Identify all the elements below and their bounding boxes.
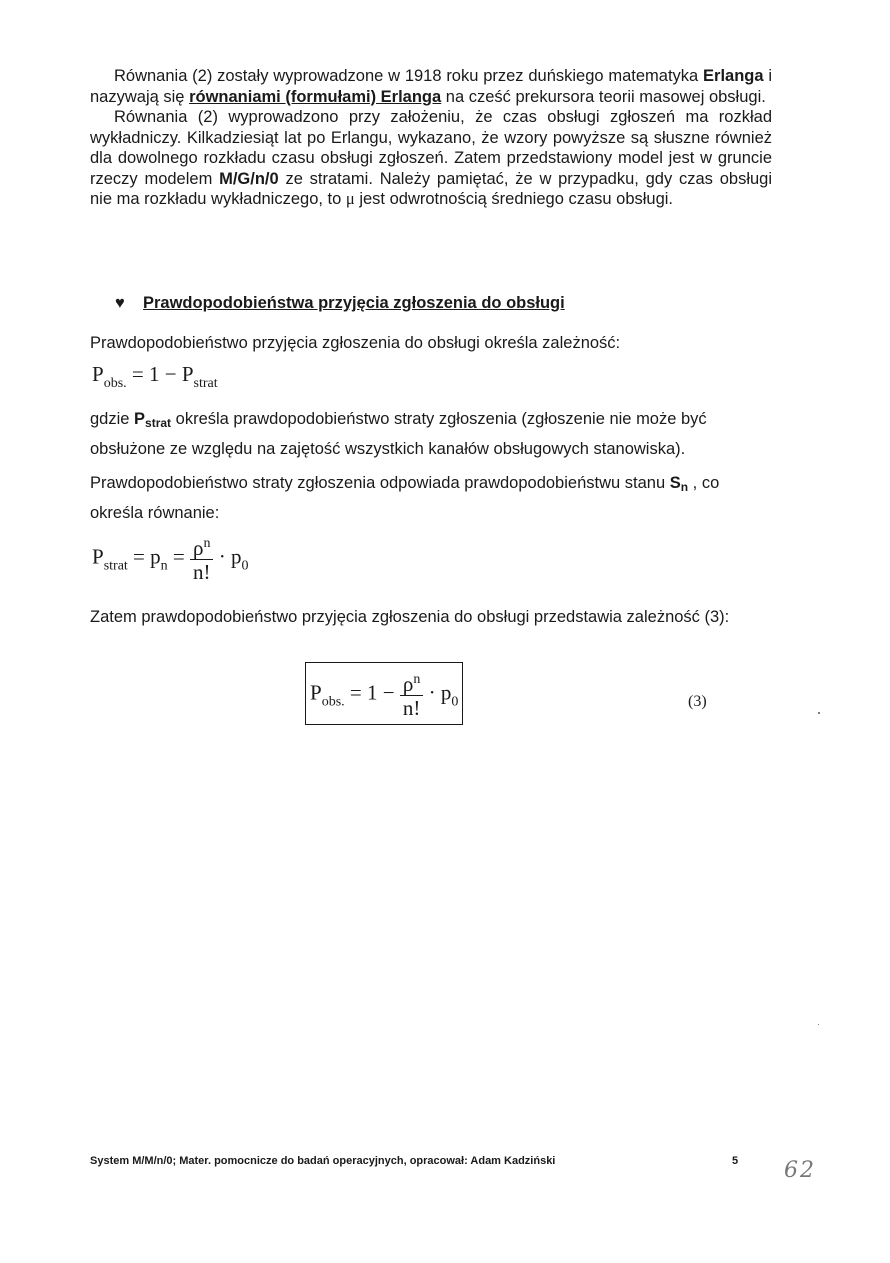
handwritten-page-number: 62: [784, 1158, 816, 1183]
eq-superscript: n: [203, 536, 211, 551]
eq-operator: =: [127, 544, 151, 569]
eq-operator: ·: [423, 680, 441, 705]
bold-subscript: strat: [145, 416, 172, 430]
eq-symbol: P: [310, 680, 322, 705]
eq-operator: = 1 −: [126, 362, 182, 386]
bold-symbol: S: [669, 474, 681, 492]
section-title: Prawdopodobieństwa przyjęcia zgłoszenia do obsługi: [143, 294, 565, 312]
bold-model-name: M/G/n/0: [219, 169, 279, 188]
eq-symbol: P: [92, 362, 104, 386]
equation-p-strat: [92, 533, 248, 584]
eq-subscript: strat: [193, 376, 218, 391]
paragraph-p-strat-definition: [90, 406, 772, 462]
text: , co określa równanie:: [90, 474, 720, 522]
text: Równania (2) wyprowadzono przy założeniu, że czas obsługi zgłoszeń ma rozkład wykładniczy. Kilkadziesiąt lat po Erlangu, wykazano, że wzory powyższe są słuszne również dla dowolnego rozkładu czasu obsługi zgłoszeń. Zatem przedstawiony model jest w gruncie rzeczy modelem: [90, 108, 772, 188]
eq-denominator: n!: [192, 560, 211, 584]
sentence-acceptance: [90, 333, 772, 354]
bold-subscript: n: [680, 480, 689, 494]
eq-subscript: 0: [451, 694, 459, 710]
eq-rho: ρ: [192, 536, 204, 560]
text: na cześć prekursora teorii masowej obsługi.: [441, 87, 766, 106]
text: jest odwrotnością średniego czasu obsługi.: [354, 190, 674, 208]
eq-operator: =: [167, 544, 190, 569]
eq-symbol: P: [92, 544, 104, 569]
underlined-erlang-formulas: równaniami (formułami) Erlanga: [189, 87, 442, 106]
scan-speck: [818, 1024, 819, 1025]
paragraph-state-probability: [90, 470, 772, 526]
page-number: 5: [732, 1155, 739, 1167]
eq-subscript: n: [160, 558, 168, 574]
eq-fraction: [400, 669, 423, 720]
text: określa prawdopodobieństwo straty zgłoszenia (zgłoszenie nie może być obsłużone ze względu na zajętość wszystkich kanałów obsługowych stanowiska).: [90, 410, 707, 458]
eq-symbol: P: [181, 362, 194, 386]
text: ze stratami. Należy pamiętać, że w przypadku, gdy czas obsługi nie ma rozkładu wykładniczego, to: [90, 169, 772, 208]
eq-denominator: n!: [402, 696, 421, 720]
eq-operator: = 1 −: [344, 680, 400, 705]
intro-paragraph: [90, 66, 772, 210]
mu-symbol: μ: [345, 189, 355, 208]
equation-p-obs: [92, 362, 218, 392]
text: Zatem prawdopodobieństwo przyjęcia zgłoszenia do obsługi przedstawia zależność (3):: [90, 608, 730, 626]
equation-3-boxed: [305, 662, 463, 725]
bold-erlang: Erlanga: [703, 67, 764, 85]
paragraph-conclusion: [90, 604, 772, 630]
eq-symbol: p: [230, 544, 242, 569]
text: gdzie: [90, 410, 135, 428]
eq-rho: ρ: [402, 672, 414, 696]
eq-subscript: 0: [241, 558, 249, 574]
eq-subscript: obs.: [321, 694, 345, 710]
heart-bullet-icon: ♥: [115, 294, 125, 312]
eq-fraction: [190, 533, 213, 584]
text: Prawdopodobieństwo straty zgłoszenia odpowiada prawdopodobieństwu stanu: [90, 474, 670, 492]
bold-symbol: P: [134, 410, 146, 428]
section-heading: [115, 294, 565, 313]
eq-subscript: obs.: [103, 376, 127, 391]
eq-superscript: n: [413, 672, 421, 687]
equation-number: (3): [688, 693, 707, 710]
paragraph-erlang-history: [90, 66, 772, 107]
eq-symbol: p: [440, 680, 452, 705]
eq-symbol: p: [150, 544, 161, 569]
eq-subscript: strat: [103, 558, 128, 574]
text: Prawdopodobieństwo przyjęcia zgłoszenia do obsługi określa zależność:: [90, 334, 621, 352]
eq-operator: ·: [213, 544, 231, 569]
paragraph-model-assumptions: [90, 107, 772, 210]
text: i nazywają się: [90, 67, 773, 106]
text: Równania (2) zostały wyprowadzone w 1918 roku przez duńskiego matematyka: [114, 67, 704, 85]
page-footer: System M/M/n/0; Mater. pomocnicze do badań operacyjnych, opracował: Adam Kadziński: [90, 1155, 556, 1167]
scan-speck: [818, 712, 820, 714]
